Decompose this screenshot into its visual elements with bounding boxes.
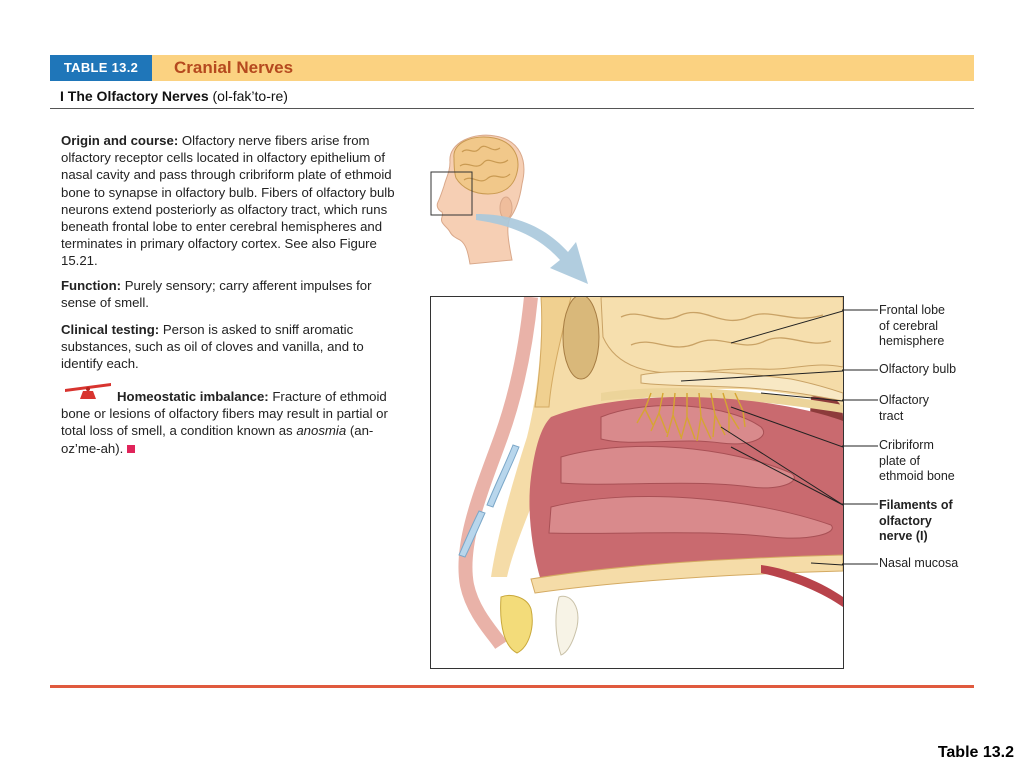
- section-subheading: [60, 88, 288, 104]
- label-filaments-line3: nerve (I): [879, 529, 928, 543]
- homeostatic-text: Fracture of ethmoid bone or lesions of olfactory fibers may result in partial or total loss of smell, a condition known as: [61, 389, 388, 439]
- function-paragraph: [61, 277, 406, 311]
- nerve-name: The Olfactory Nerves: [67, 88, 209, 104]
- function-label: Function:: [61, 278, 122, 293]
- label-frontal-lobe: [879, 303, 945, 350]
- bottom-rule: [50, 685, 974, 688]
- end-of-section-square-icon: [127, 445, 135, 453]
- table-number-tag: TABLE 13.2: [50, 55, 152, 81]
- subheading-rule: [50, 108, 974, 109]
- label-leader-lines: [431, 297, 843, 668]
- label-olfactory-tract-line2: tract: [879, 408, 904, 423]
- origin-label: Origin and course:: [61, 133, 179, 148]
- label-olfactory-filaments: [879, 498, 953, 545]
- clinical-text: Person is asked to sniff aromatic substances, such as oil of cloves and vanilla, and to identify each.: [61, 322, 364, 372]
- label-nasal-mucosa-line1: Nasal mucosa: [879, 556, 959, 570]
- label-leader-extensions: [842, 296, 882, 586]
- label-cribriform-line2: plate of: [879, 453, 921, 468]
- function-text: Purely sensory; carry afferent impulses for sense of smell.: [61, 278, 372, 311]
- nerve-numeral: I: [60, 88, 64, 104]
- clinical-paragraph: [61, 321, 406, 373]
- table-header-bar: [50, 55, 974, 81]
- table-title: Cranial Nerves: [174, 58, 294, 77]
- homeostatic-label: Homeostatic imbalance:: [117, 389, 269, 404]
- label-frontal-lobe-line1: Frontal lobe: [879, 303, 946, 317]
- label-olfactory-tract: [879, 393, 929, 424]
- label-nasal-mucosa: [879, 556, 958, 572]
- label-olfactory-tract-line1: Olfactory: [879, 393, 930, 407]
- label-filaments-line1: Filaments of: [879, 498, 953, 512]
- anosmia-term: anosmia: [296, 423, 347, 439]
- label-frontal-lobe-line2: of cerebral: [879, 318, 939, 333]
- slide-footer-label: Table 13.2: [937, 744, 1014, 761]
- label-filaments-line2: olfactory: [879, 513, 932, 528]
- nerve-pronunciation: (ol-fak’to-re): [212, 88, 288, 104]
- homeostatic-paragraph: [61, 388, 406, 457]
- label-olfactory-bulb: [879, 362, 956, 378]
- anosmia-pronunciation: (an-oz’me-ah).: [61, 423, 374, 456]
- label-cribriform-line3: ethmoid bone: [879, 469, 955, 483]
- label-frontal-lobe-line3: hemisphere: [879, 334, 945, 348]
- origin-paragraph: [61, 132, 406, 270]
- label-cribriform-line1: Cribriform: [879, 438, 934, 452]
- head-locator-illustration: [430, 132, 600, 297]
- clinical-label: Clinical testing:: [61, 322, 160, 337]
- origin-text: Olfactory nerve fibers arise from olfactory receptor cells located in olfactory epithelium of nasal cavity and pass through cribriform plate of ethmoid bone to synapse in olfactory bulb. Fibers of olfactory bulb neurons extend posteriorly as olfactory tract, which runs beneath frontal lobe to enter cerebral hemispheres and terminates in primary olfactory cortex. See also Figure 15.21.: [61, 133, 395, 269]
- label-olfactory-bulb-line1: Olfactory bulb: [879, 362, 957, 376]
- olfactory-anatomy-figure: [430, 296, 844, 669]
- label-cribriform-plate: [879, 438, 955, 485]
